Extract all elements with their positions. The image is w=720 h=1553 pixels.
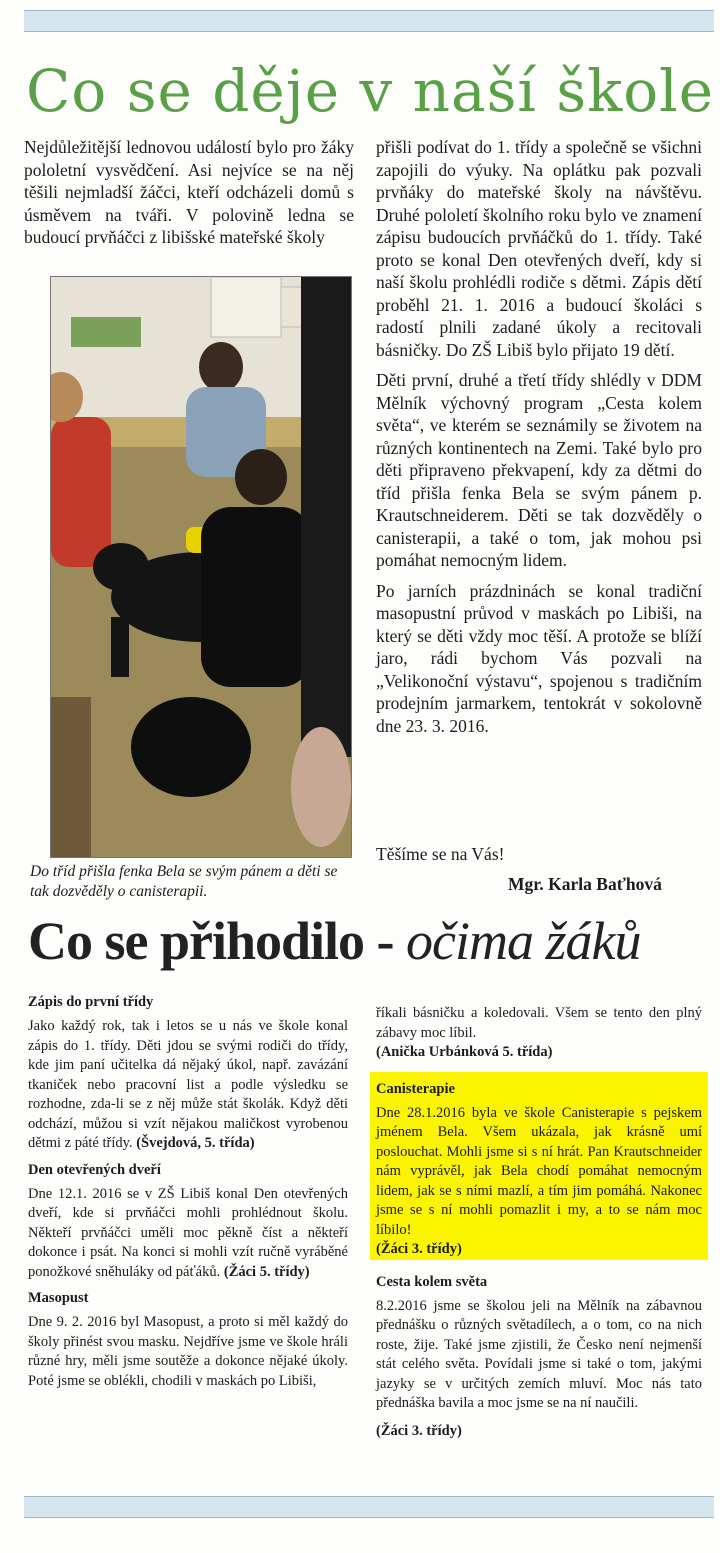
author-masopust: (Anička Urbánková 5. třída) [376, 1044, 553, 1060]
closing-greeting: Těšíme se na Vás! [376, 844, 505, 864]
left-column-intro [24, 136, 354, 249]
text-canisterapie: Dne 28.1.2016 byla ve škole Canisterapie s pejskem jménem Bela. Všem ukázala, jak krásně umí poslouchat. Mohli jsme si s ní hrát. Pan Krautschneider nám vyprávěl, jak Bela chodí pomáhat nemocným lidem, jak se s ními mazlí, a tím jim pomáhá. Nakonec jsme se s ní mohli pomazlit i my, a to se nám moc líbilo! [376, 1104, 702, 1238]
right-paragraph-3: Po jarních prázdninách se konal tradiční masopustní průvod v maskách po Libiši, na který se děti vždy moc těší. A protože se blíží jaro, rádi bychom Vás pozvali na „Velikonoční výstavu“, spojenou s tradičním prodejním jarmarkem, tentokrát v sokolovně dne 23. 3. 2016. [376, 580, 702, 736]
heading-den-otevrenych-dveri: Den otevřených dveří [28, 1161, 161, 1178]
author-canisterapie: (Žáci 3. třídy) [376, 1241, 462, 1257]
lower-left-column [28, 986, 348, 1391]
author-cesta: (Žáci 3. třídy) [376, 1422, 462, 1439]
author-den: (Žáci 5. třídy) [223, 1263, 310, 1280]
article-photo [50, 276, 352, 858]
heading-masopust: Masopust [28, 1290, 89, 1306]
right-paragraph-2: Děti první, druhé a třetí třídy shlédly v DDM Mělník výchovný program „Cesta kolem světa“, ve kterém se seznámily se životem na různých kontinentech na Zemi. Také bylo pro děti připraveno překvapení, kdy za dětmi do tříd přišla fenka Bela se svým pánem p. Krautschneiderem. Děti se tak dozvěděly o canisterapii, a také o tom, jak mohou psi pomáhat nemocným lidem. [376, 370, 702, 570]
section-title-main: Co se přihodilo - [28, 911, 407, 971]
text-cesta-kolem-sveta: 8.2.2016 jsme se školou jeli na Mělník na zábavnou přednášku o různých světadílech, a o tom, co na nich roste, žije. Také jsme zjistili, že Česko není nejmenší stát celého světa. Povídali jsme si také o tom, jakými jazyky se v určitých zemích mluví. Moc nás tato přednáška bavila a moc jsme se na ní naučili. [376, 1297, 702, 1411]
page-title: Co se děje v naší škole [26, 57, 715, 125]
bottom-decorative-band [24, 1496, 714, 1518]
section-title [28, 911, 641, 971]
heading-zapis: Zápis do první třídy [28, 994, 154, 1010]
heading-canisterapie: Canisterapie [376, 1080, 455, 1097]
text-masopust-continued: říkali básničku a koledovali. Všem se tento den plný zábavy moc líbil. [376, 1005, 702, 1041]
top-decorative-band [24, 10, 714, 32]
right-paragraph-1: přišli podívat do 1. třídy a společně se všichni zapojili do výuky. Na oplátku pak pozvali prvňáky do mateřské školy na návštěvu. Druhé pololetí školního roku bylo ve znamení zápisu budoucích prvňáčků do 1. třídy. Také proto se konal Den otevřených dveří, kdy si naší školu prohlédli rodiče s dětmi. Zápis dětí proběhl 21. 1. 2016 a budoucí školáci s radostí plnili zadané úkoly a recitovali básničky. Do ZŠ Libiš bylo přijato 19 dětí. [376, 137, 702, 360]
heading-cesta-kolem-sveta: Cesta kolem světa [376, 1273, 488, 1290]
text-masopust: Dne 9. 2. 2016 byl Masopust, a proto si měl každý do školy přinést svou masku. Nejdříve jsme ve škole hráli různé hry, měli jsme soutěže a dokonce nějaké úkoly. Poté jsme se oblékli, chodili v maskách po Libiši, [28, 1314, 348, 1389]
author-zapis: (Švejdová, 5. třída) [136, 1135, 255, 1151]
text-zapis: Jako každý rok, tak i letos se u nás ve škole konal zápis do 1. třídy. Děti jdou se svými rodiči do třídy, kde jim paní učitelka dá nějaký úkol, např. zavázání tkaniček nebo pracovní list a podle výsledku se rozhodne, zda-li se z něj může stát školák. Když děti odchází, můžou si vzít nějakou maličkost vyrobenou dětmi z páté třídy. (Švejdová, 5. třída) [28, 1018, 348, 1151]
author-signature: Mgr. Karla Baťhová [508, 874, 662, 894]
text-den-otevrenych-dveri: Dne 12.1. 2016 se v ZŠ Libiš konal Den otevřených dveří, kde si prvňáčci mohli prohlédnout školu. Někteří prvňáčci uměli moc pěkně číst a někteří dokonce i psát. Na konci si mohli vzít ručně vyráběné ponožkové sněhuláky od páťáků. (Žáci 5. třídy) [28, 1185, 348, 1280]
photo-caption: Do tříd přišla fenka Bela se svým pánem a děti se tak dozvěděly o canisterapii. [30, 863, 338, 900]
right-column [376, 136, 702, 737]
intro-paragraph: Nejdůležitější lednovou událostí bylo pro žáky pololetní vysvědčení. Asi nejvíce se na něj těšili nejmladší žáčci, kteří odcházeli domů s úsměvem na tváři. V polovině ledna se budoucí prvňáčci z libišské mateřské školy [24, 137, 354, 247]
section-title-italic: očima žáků [406, 911, 641, 971]
lower-right-column [376, 1004, 702, 1441]
